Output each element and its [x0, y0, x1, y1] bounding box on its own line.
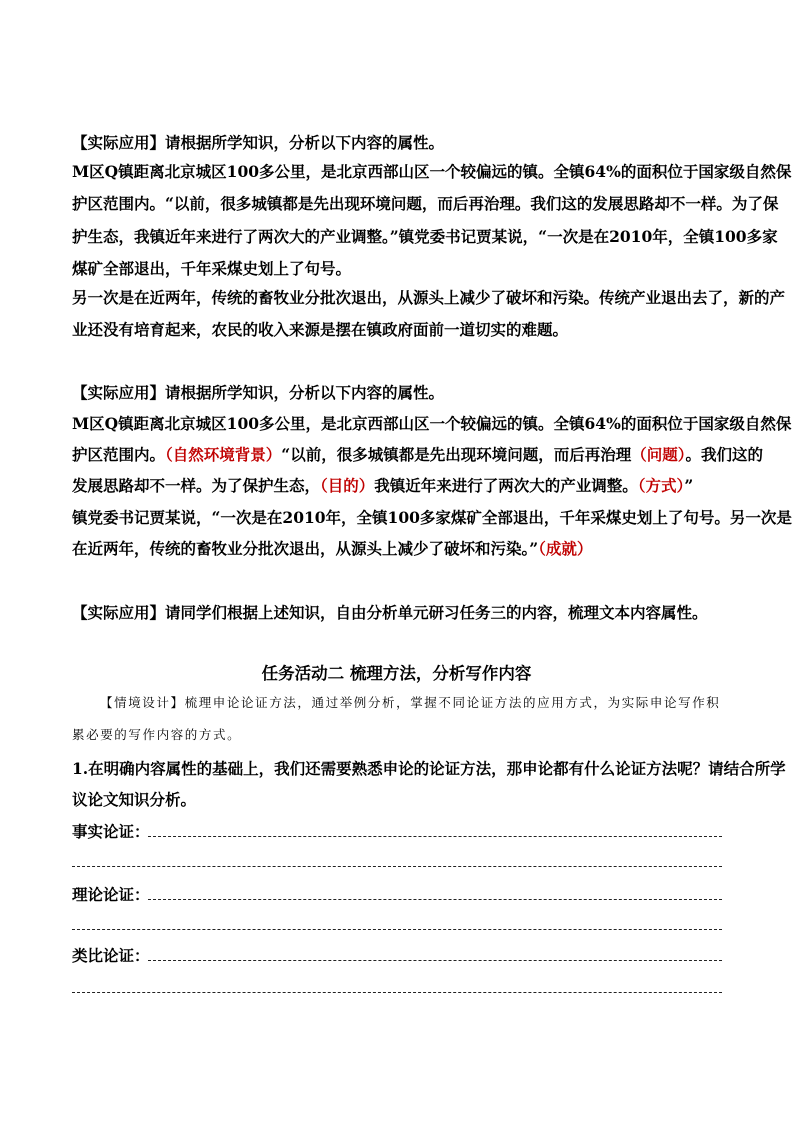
section1-line-1: M区Q镇距离北京城区100多公里，是北京西部山区一个较偏远的镇。全镇64%的面积位于国家级自然保 [72, 162, 792, 181]
analogy-argument-label: 类比论证： [72, 946, 150, 965]
section1-heading-text: 请根据所学知识，分析以下内容的属性。 [165, 133, 445, 152]
question-line-2: 议论文知识分析。 [72, 790, 197, 809]
annotation-problem: （问题） [631, 445, 686, 464]
section3-heading [72, 603, 708, 623]
annotation-result: （成就） [538, 539, 593, 558]
section2-text: 发展思路却不一样。为了保护生态， [72, 476, 321, 495]
section2-line-3 [72, 476, 693, 496]
design-line-1: 【情境设计】梳理申论论证方法，通过举例分析，掌握不同论证方法的应用方式，为实际申论写作积 [100, 695, 721, 710]
section1-line-2: 护区范围内。“以前，很多城镇都是先出现环境问题，而后再治理。我们这的发展思路却不一样。为了保 [72, 194, 779, 213]
theory-argument-label: 理论论证： [72, 885, 150, 904]
task-title: 任务活动二 梳理方法，分析写作内容 [261, 664, 532, 683]
section1-bracket: 【实际应用】 [72, 133, 166, 152]
analogy-argument-answer-line-1[interactable] [148, 960, 722, 961]
section2-bracket: 【实际应用】 [72, 383, 166, 402]
section2-text: 护区范围内。 [72, 445, 166, 464]
fact-argument-answer-line-1[interactable] [148, 836, 722, 837]
section2-line-5 [72, 539, 592, 559]
theory-argument-answer-line-1[interactable] [148, 899, 722, 900]
fact-argument-label: 事实论证： [72, 822, 150, 841]
annotation-method: （方式） [637, 476, 685, 495]
section2-heading [72, 383, 444, 403]
section2-text: 在近两年，传统的畜牧业分批次退出，从源头上减少了破坏和污染。” [72, 539, 539, 558]
section2-text: “以前，很多城镇都是先出现环境问题，而后再治理 [281, 445, 632, 464]
section2-line-1: M区Q镇距离北京城区100多公里，是北京西部山区一个较偏远的镇。全镇64%的面积位于国家级自然保 [72, 414, 792, 433]
section1-line-3: 护生态，我镇近年来进行了两次大的产业调整。”镇党委书记贾某说，“一次是在2010年，全镇100多家 [72, 227, 778, 246]
section1-line-5: 另一次是在近两年，传统的畜牧业分批次退出，从源头上减少了破坏和污染。传统产业退出去了，新的产 [72, 288, 786, 307]
annotation-background: （自然环境背景） [165, 445, 282, 464]
fact-argument-answer-line-2[interactable] [72, 866, 722, 867]
section1-line-6: 业还没有培育起来，农民的收入来源是摆在镇政府面前一道切实的难题。 [72, 320, 569, 339]
section3-heading-text: 请同学们根据上述知识，自由分析单元研习任务三的内容，梳理文本内容属性。 [165, 603, 708, 622]
section2-text: ” [684, 476, 694, 495]
section2-line-2 [72, 445, 763, 465]
analogy-argument-answer-line-2[interactable] [72, 992, 722, 993]
design-line-2: 累必要的写作内容的方式。 [72, 727, 242, 742]
theory-argument-answer-line-2[interactable] [72, 929, 722, 930]
section1-line-4: 煤矿全部退出，千年采煤史划上了句号。 [72, 259, 352, 278]
question-line-1: 1.在明确内容属性的基础上，我们还需要熟悉申论的论证方法，那申论都有什么论证方法呢？请结合所学 [72, 759, 786, 778]
annotation-goal: （目的） [320, 476, 375, 495]
section2-heading-text: 请根据所学知识，分析以下内容的属性。 [165, 383, 445, 402]
section2-line-4: 镇党委书记贾某说，“一次是在2010年，全镇100多家煤矿全部退出，千年采煤史划上了句号。另一次是 [72, 508, 792, 527]
section3-bracket: 【实际应用】 [72, 603, 166, 622]
section1-heading [72, 133, 444, 153]
section2-text: 。我们这的 [685, 445, 763, 464]
section2-text: 我镇近年来进行了两次大的产业调整。 [374, 476, 638, 495]
